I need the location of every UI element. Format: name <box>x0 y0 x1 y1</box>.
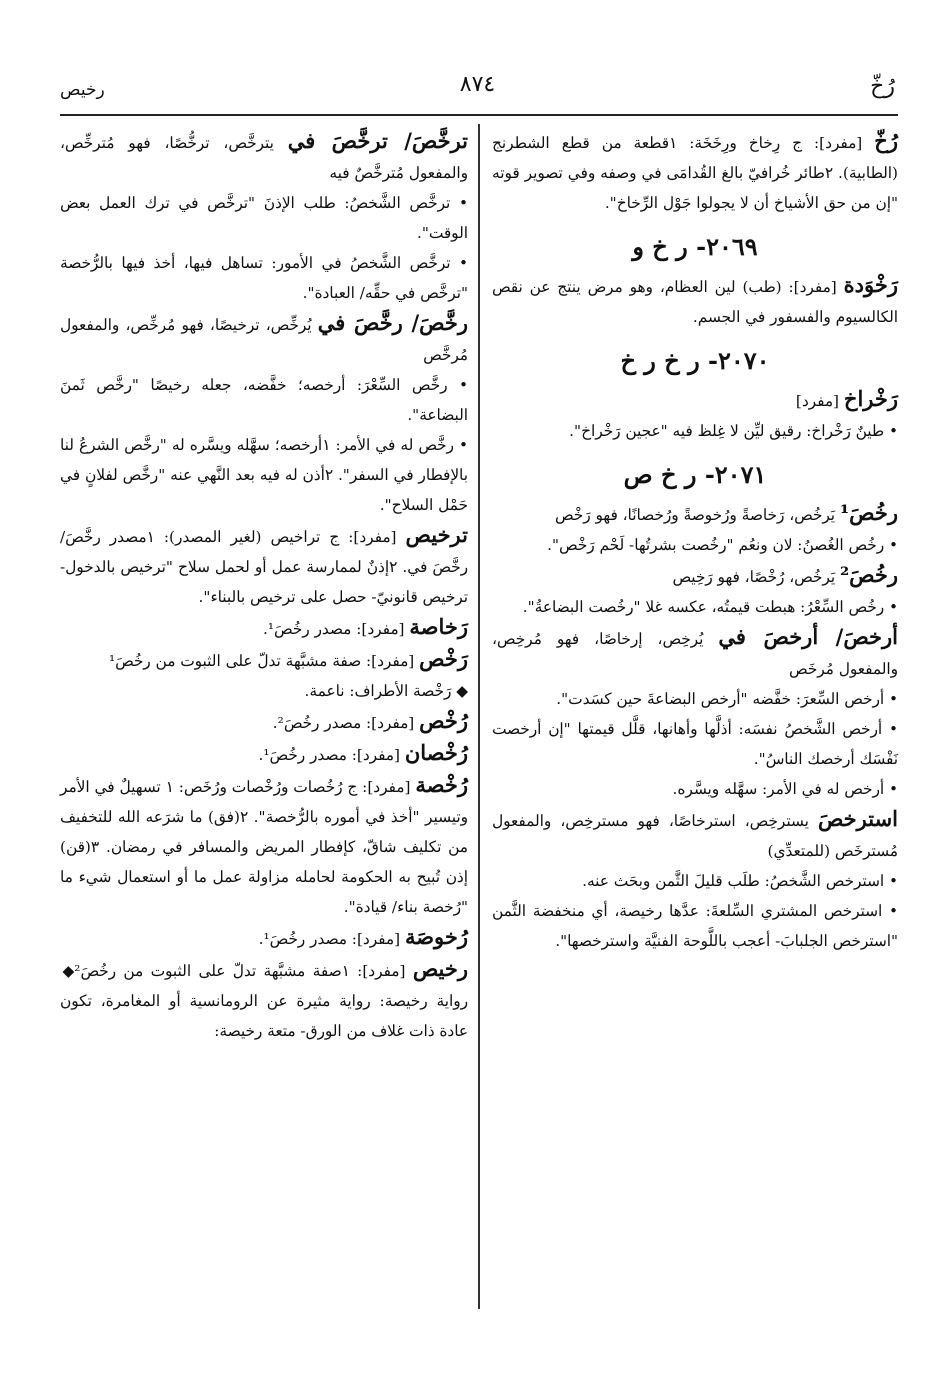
entry-sense: ◆ رَخْصة الأطراف: ناعمة. <box>304 682 468 700</box>
entry-sense: • استرخص الشَّخصُ: طلَب قليلَ الثَّمن وبحَث عنه. <box>492 866 898 896</box>
entry-sense: • رخُص الغُصنُ: لان ونعُم "رخُصت بشرتُها- لَحْم رَخْص". <box>492 530 898 560</box>
entry-headword: رخُصَ¹ <box>839 500 898 525</box>
dictionary-entry <box>60 520 468 612</box>
root-section-heading: ٢٠٧١- ر خ ص <box>623 460 767 489</box>
entry-sense: • ترخَّص الشَّخصُ: طلب الإذنَ "ترخَّص في ترك العمل بعض الوقت". <box>60 188 468 248</box>
entry-headword: رخيص <box>412 956 469 981</box>
dictionary-entry <box>60 922 468 954</box>
dictionary-entry <box>60 954 468 1046</box>
entry-definition: يُرخِص، إرخاصًا، فهو مُرخِص، والمفعول مُرخَص <box>492 630 898 678</box>
entry-sense: • أرخص الشَّخصُ نفسَه: أذلَّها وأهانها، قلَّل قيمتها "إن أرخصت نَفْسَك أرخصك الناسُ". <box>492 714 898 774</box>
entry-definition: [مفرد]: ج رُخُصات ورُخْصات ورُخَص: ١ تسهيلٌ في الأمر وتيسير "أخذ في أموره بالرُّخصة". ٢(فق) ما شرَعه الله للتخفيف من تكليف شاقّ، كإفطار المريض والمسافر في رمضان. ٣(قن) إذن تُبيح به الحكومة لحامله مزاولة عمل ما أو استعمال شيء ما "رُخصة بناء/ قيادة". <box>60 778 468 916</box>
entry-definition: [مفرد]: مصدر رخُصَ¹. <box>263 620 410 638</box>
dictionary-entry <box>492 498 898 530</box>
entry-headword: ترخيص <box>405 522 468 547</box>
entry-sense: • رخَّص له في الأمر: ١أرخصه؛ سهَّله ويسَّره له "رخَّص الشرعُ لنا بالإفطار في السفر". ٢أذن له فيه بعد النَّهي عنه "رخَّص لفلانٍ في حَمْل السلاح". <box>60 430 468 520</box>
dictionary-entry <box>492 622 898 684</box>
dictionary-entry <box>492 270 898 332</box>
entry-headword: رخَّصَ/ رخَّصَ في <box>317 310 468 335</box>
header-first-word: رُخّ <box>870 74 895 99</box>
entry-headword: رَخاصة <box>409 614 468 639</box>
entry-headword: رُخوصَة <box>404 924 468 949</box>
dictionary-entry <box>60 126 468 188</box>
entry-headword: رُخْصة <box>415 772 468 797</box>
entry-sense: • أرخص له في الأمر: سهَّله ويسَّره. <box>492 774 898 804</box>
entry-headword: رَخْص <box>419 646 468 671</box>
root-section-heading: ٢٠٦٩- ر خ و <box>632 232 758 261</box>
dictionary-entry <box>60 770 468 922</box>
entry-sense: • طينٌ رَخْراخ: رقيق ليِّن لا غِلظ فيه "عجين رَخْراخ". <box>492 416 898 446</box>
entry-sense: • أرخص السِّعرَ: خفَّضه "أرخص البضاعةَ حين كسَدت". <box>492 684 898 714</box>
dictionary-entry <box>60 706 468 738</box>
entry-sense: • رخَّص السِّعْرَ: أرخصه؛ خفَّضه، جعله رخيصًا "رخَّص ثَمنَ البضاعة". <box>60 370 468 430</box>
entry-headword: رَخْراخ <box>843 386 898 411</box>
entry-headword: رُخّ <box>874 128 898 153</box>
dictionary-entry <box>60 644 468 676</box>
entry-headword: رخُصَ² <box>839 562 898 587</box>
page-header <box>60 68 895 108</box>
entry-definition: [مفرد]: ١صفة مشبَّهة تدلّ على الثبوت من رخُصَ²◆ رواية رخيصة: رواية مثيرة عن الرومانسية أو المغامرة، تكون عادة ذات غلاف من الورق- متعة رخيصة: <box>60 962 468 1040</box>
entry-definition: [مفرد]: صفة مشبَّهة تدلّ على الثبوت من رخُصَ¹ <box>108 652 420 670</box>
entry-definition: [مفرد]: مصدر رخُصَ². <box>272 714 420 732</box>
entry-definition: يسترخِص، استرخاصًا، فهو مسترخِص، والمفعول مُسترخَص (للمتعدِّي) <box>492 812 898 860</box>
column-divider <box>478 124 480 1309</box>
entry-headword: رُخْص <box>419 708 468 733</box>
header-last-word: رخيص <box>60 80 105 100</box>
dictionary-entry <box>492 560 898 592</box>
entry-headword: رُخْصان <box>404 740 468 765</box>
left-column <box>60 126 468 1046</box>
page-number: ٨٧٤ <box>459 72 496 97</box>
dictionary-entry <box>60 738 468 770</box>
right-column <box>492 126 898 956</box>
entry-definition: يُرخِّص، ترخيصًا، فهو مُرخِّص، والمفعول مُرخَّص <box>60 316 468 364</box>
dictionary-entry <box>492 126 898 218</box>
dictionary-entry <box>492 384 898 416</box>
entry-definition: [مفرد] <box>795 392 844 410</box>
header-rule <box>60 114 898 116</box>
entry-definition: [مفرد]: (طب) لين العظام، وهو مرض ينتج عن نقص الكالسيوم والفسفور في الجسم. <box>492 278 898 326</box>
dictionary-entry <box>60 612 468 644</box>
entry-definition: [مفرد]: ج تراخيص (لغير المصدر): ١مصدر رخَّصَ/ رخَّصَ في. ٢إذنٌ لممارسة عمل أو لحمل سلاح "ترخيص بالدخول- ترخيص قانونيّ- حصل على ترخيص بالبناء". <box>60 528 468 606</box>
dictionary-entry <box>60 308 468 370</box>
entry-definition: يترخَّص، ترخُّصًا، فهو مُترخِّص، والمفعول مُترخَّصٌ فيه <box>60 134 468 182</box>
dictionary-entry <box>492 804 898 866</box>
entry-headword: رَخْوَدة <box>843 272 898 297</box>
entry-definition: [مفرد]: مصدر رخُصَ¹. <box>258 930 405 948</box>
entry-definition: يَرخُص، رُخْصًا، فهو رَخِيص <box>672 568 840 586</box>
entry-headword: استرخصَ <box>817 806 898 831</box>
root-section-heading: ٢٠٧٠- ر خ ر خ <box>620 346 770 375</box>
entry-headword: ترخَّصَ/ ترخَّصَ في <box>287 128 468 153</box>
entry-sense: • ترخَّص الشَّخصُ في الأمور: تساهل فيها، أخذ فيها بالرُّخصة "ترخَّص في حقِّه/ العبادة". <box>60 248 468 308</box>
entry-definition: [مفرد]: ج رِخاخ ورِخَخَة: ١قطعة من قطع الشطرنج (الطابية). ٢طائر خُرافيّ بالغ القُدامَى في وصفه وفي تصوير قوته "إن من حق الأشياخ أن لا يجولوا جَوْل الرِّخاخ". <box>492 134 899 212</box>
entry-sense: • استرخص المشتري السِّلعةَ: عدَّها رخيصة، أي منخفضة الثَّمن "استرخص الجلبابَ- أعجب باللَّوحة الفنيَّة واسترخصها". <box>492 896 898 956</box>
entry-definition: [مفرد]: مصدر رخُصَ¹. <box>258 746 405 764</box>
entry-sense: • رخُص السِّعْرُ: هبطت قيمتُه، عكسه غلا "رخُصت البضاعةُ". <box>492 592 898 622</box>
entry-definition: يَرخُص، رَخاصةً ورُخوصةً ورُخصانًا، فهو رَخْص <box>555 506 840 524</box>
entry-headword: أرخصَ/ أرخصَ في <box>718 624 899 649</box>
